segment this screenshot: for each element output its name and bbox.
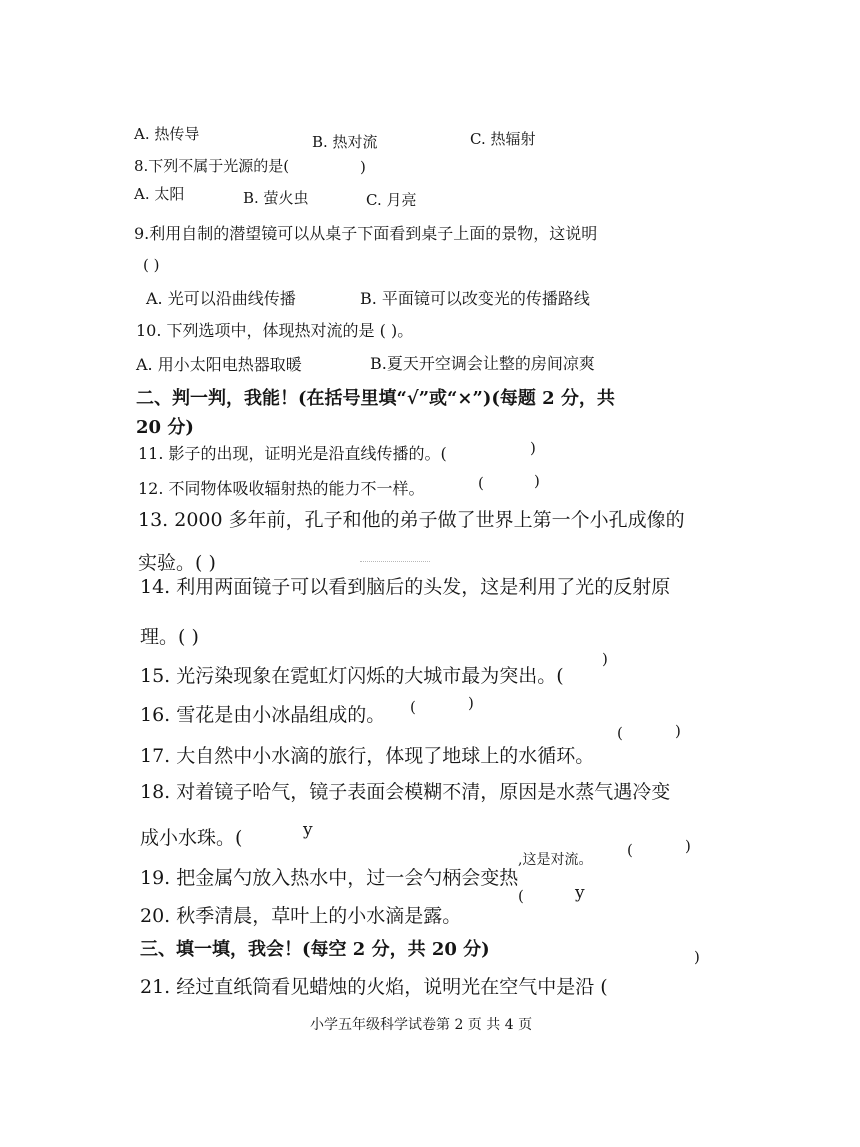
q17-close-paren: ) [675,722,681,740]
q7-option-b: B. 热对流 [312,133,378,151]
q14-statement-line1: 14. 利用两面镜子可以看到脑后的头发，这是利用了光的反射原 [140,576,671,598]
q10-option-a: A. 用小太阳电热器取暖 [136,355,302,374]
q11-close-paren: ) [530,439,536,457]
q8-option-a: A. 太阳 [134,185,185,203]
q18-statement-line2: 成小水珠。( [140,827,243,849]
q13-statement-line2: 实验。( ) [138,552,216,574]
q12-close-paren: ) [534,472,540,490]
q16-statement: 16. 雪花是由小冰晶组成的。 [140,704,386,726]
q17-open-paren: ( [617,724,623,742]
section-2-heading-cont: 20 分) [136,417,194,438]
q15-close-paren: ) [602,650,608,668]
q8-option-c: C. 月亮 [366,191,417,209]
q9-question: 9.利用自制的潜望镜可以从桌子下面看到桌子上面的景物，这说明 [134,224,598,243]
q19-open-paren: ( [627,841,633,859]
q21-close-paren: ) [694,948,700,966]
q17-statement: 17. 大自然中小水滴的旅行，体现了地球上的水循环。 [140,745,595,767]
q8-option-b: B. 萤火虫 [243,189,309,207]
q16-close-paren: ) [468,694,474,712]
scan-smudge [360,561,430,562]
q16-open-paren: ( [410,698,416,716]
q18-statement-line1: 18. 对着镜子哈气，镜子表面会模糊不清，原因是水蒸气遇冷变 [140,781,671,803]
q13-statement-line1: 13. 2000 多年前，孔子和他的弟子做了世界上第一个小孔成像的 [138,509,685,531]
q12-open-paren: ( [478,474,484,492]
q7-option-c: C. 热辐射 [470,130,536,148]
q9-answer-paren: ( ) [143,256,160,274]
q9-option-a: A. 光可以沿曲线传播 [146,289,296,308]
q10-question: 10. 下列选项中，体现热对流的是 ( )。 [136,321,414,340]
q20-handwritten-mark: y [575,883,585,903]
q18-handwritten-mark: y [303,820,313,840]
q14-statement-line2: 理。( ) [140,626,199,648]
q7-option-a: A. 热传导 [134,125,200,143]
q8-close-paren: ) [360,158,366,176]
q9-option-b: B. 平面镜可以改变光的传播路线 [360,289,590,308]
q8-question: 8.下列不属于光源的是( [134,157,290,175]
q15-statement: 15. 光污染现象在霓虹灯闪烁的大城市最为突出。( [140,665,564,687]
page-footer: 小学五年级科学试卷第 2 页 共 4 页 [310,1017,533,1033]
q21-statement: 21. 经过直纸筒看见蜡烛的火焰，说明光在空气中是沿 ( [140,976,608,998]
section-2-heading: 二、判一判，我能！(在括号里填“√”或“×”)(每题 2 分，共 [136,388,615,409]
q19-note: ,这是对流。 [518,852,593,868]
q10-option-b: B.夏天开空调会让整的房间凉爽 [370,354,595,373]
q20-open-paren: ( [518,887,524,905]
q20-statement: 20. 秋季清晨，草叶上的小水滴是露。 [140,905,462,927]
q12-statement: 12. 不同物体吸收辐射热的能力不一样。 [138,479,425,498]
q19-statement: 19. 把金属勺放入热水中，过一会勺柄会变热 [140,867,519,889]
q19-close-paren: ) [685,837,691,855]
q11-statement: 11. 影子的出现，证明光是沿直线传播的。( [138,444,447,463]
section-3-heading: 三、填一填，我会！(每空 2 分，共 20 分) [140,939,490,960]
